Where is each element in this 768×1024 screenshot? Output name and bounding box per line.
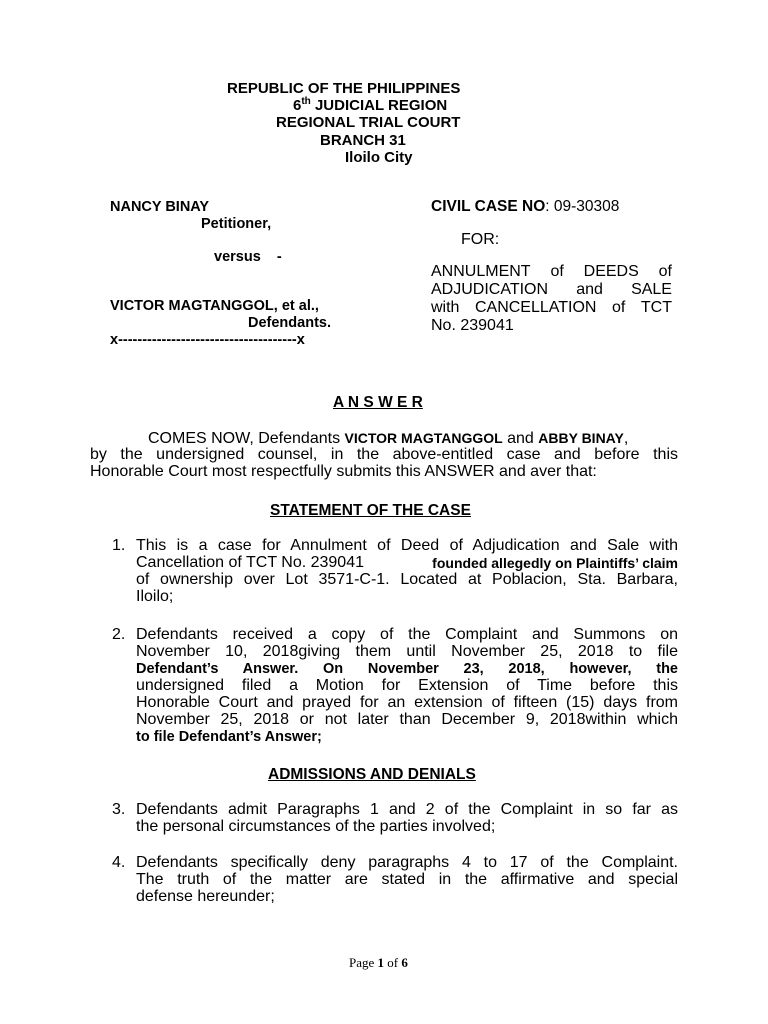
item-4-line-3: defense hereunder; (136, 888, 275, 905)
item-1-line-1: This is a case for Annulment of Deed of Adjudication and Sale with (136, 537, 678, 554)
caption-separator: x-------------------------------------x (110, 332, 305, 348)
header-branch: BRANCH 31 (320, 132, 406, 149)
item-2-line-3: Defendant’s Answer. On November 23, 2018, however, the (136, 661, 678, 677)
intro-line-3: Honorable Court most respectfully submits this ANSWER and aver that: (90, 463, 597, 480)
item-4-number: 4. (112, 854, 126, 871)
item-3-number: 3. (112, 801, 126, 818)
item-1-line-3: of ownership over Lot 3571-C-1. Located at Poblacion, Sta. Barbara, (136, 571, 678, 588)
item-1-line-2: Cancellation of TCT No. 239041 founded allegedly on Plaintiffs’ claim (136, 554, 678, 571)
item-4-line-2: The truth of the matter are stated in the affirmative and special (136, 871, 678, 888)
section-statement-of-the-case: STATEMENT OF THE CASE (270, 502, 471, 519)
item-2-line-1: Defendants received a copy of the Complaint and Summons on (136, 626, 678, 643)
case-nature: ANNULMENT of DEEDS of ADJUDICATION and SALE with CANCELLATION of TCT No. 239041 (431, 263, 672, 334)
item-4-line-1: Defendants specifically deny paragraphs 4 to 17 of the Complaint. (136, 854, 678, 871)
item-2-line-2: November 10, 2018giving them until November 25, 2018 to file (136, 643, 678, 660)
header-republic: REPUBLIC OF THE PHILIPPINES (227, 80, 461, 97)
item-2-line-6: November 25, 2018 or not later than December 9, 2018within which (136, 711, 678, 728)
versus-label: versus - (214, 249, 282, 265)
item-2-line-7: to file Defendant’s Answer; (136, 729, 322, 745)
petitioner-name: NANCY BINAY (110, 199, 210, 215)
header-regional-trial-court: REGIONAL TRIAL COURT (276, 114, 461, 131)
intro-line-1: COMES NOW, Defendants VICTOR MAGTANGGOL and ABBY BINAY, (148, 430, 629, 447)
header-judicial-region: 6th JUDICIAL REGION (293, 96, 448, 114)
defendant-label: Defendants. (248, 315, 331, 331)
item-1-line-4: Iloilo; (136, 588, 174, 605)
page-number: Page 1 of 6 (349, 955, 408, 970)
civil-case-number: CIVIL CASE NO: 09-30308 (431, 198, 620, 215)
document-title: A N S W E R (333, 394, 423, 411)
item-2-line-5: Honorable Court and prayed for an extension of fifteen (15) days from (136, 694, 678, 711)
item-1-number: 1. (112, 537, 126, 554)
item-3-line-2: the personal circumstances of the parties involved; (136, 818, 496, 835)
petitioner-label: Petitioner, (201, 216, 272, 232)
for-label: FOR: (461, 231, 500, 248)
section-admissions-and-denials: ADMISSIONS AND DENIALS (268, 766, 476, 783)
defendant-name: VICTOR MAGTANGGOL, et al., (110, 298, 319, 314)
item-2-number: 2. (112, 626, 126, 643)
item-2-line-4: undersigned filed a Motion for Extension of Time before this (136, 677, 678, 694)
header-city: Iloilo City (345, 149, 413, 166)
intro-line-2: by the undersigned counsel, in the above-entitled case and before this (90, 446, 678, 463)
item-3-line-1: Defendants admit Paragraphs 1 and 2 of the Complaint in so far as (136, 801, 678, 818)
